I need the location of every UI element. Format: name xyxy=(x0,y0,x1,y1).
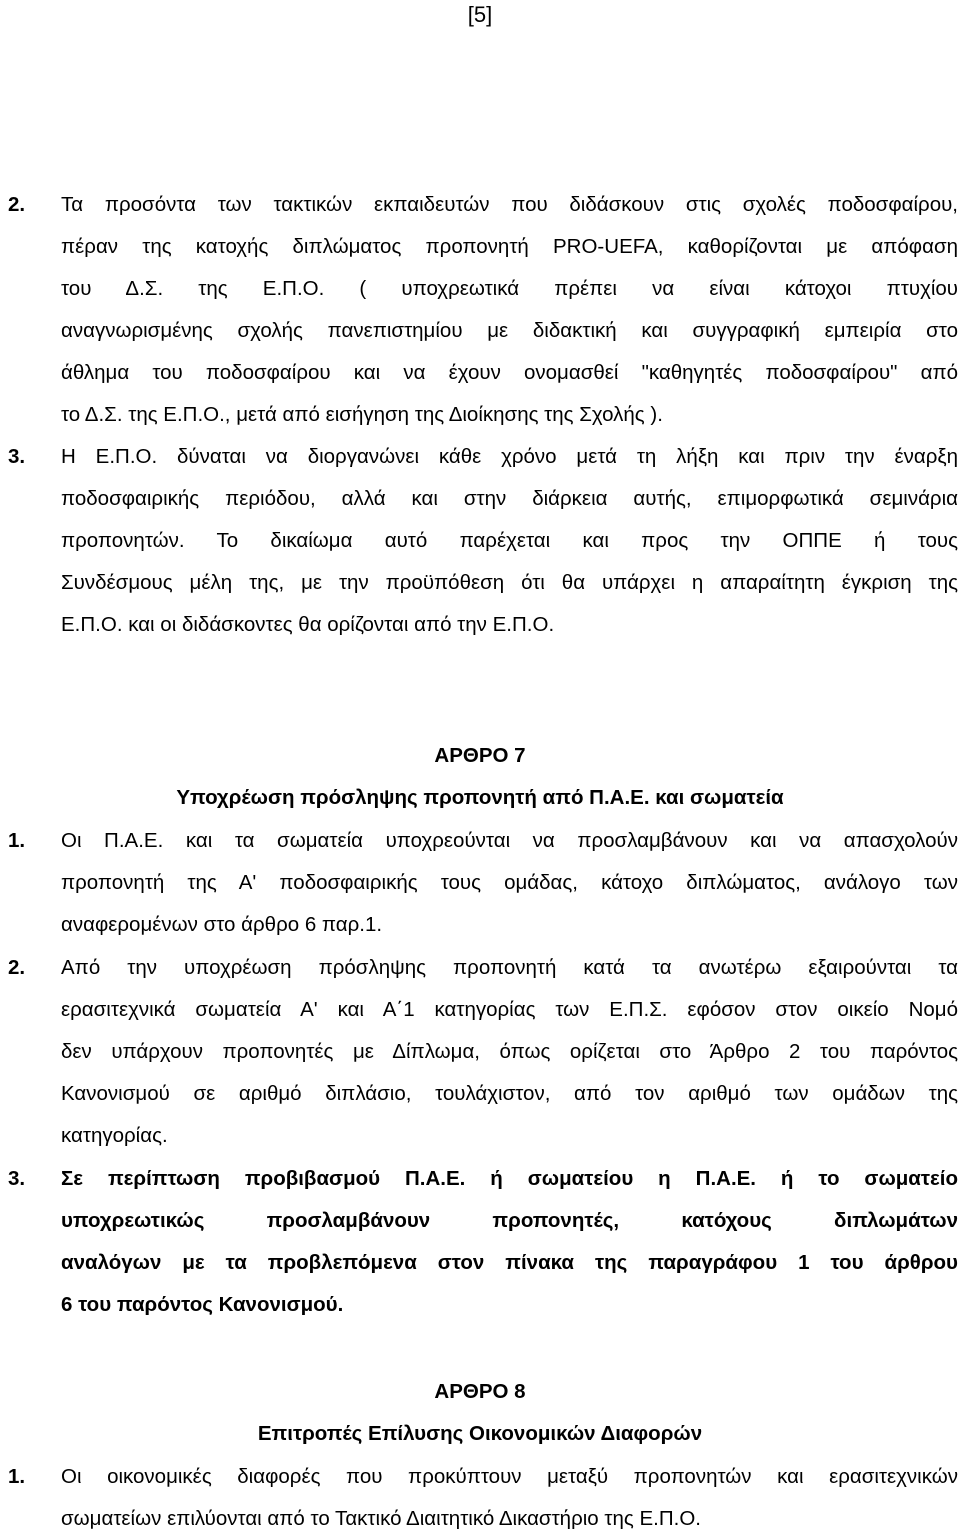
article-7-title: ΑΡΘΡΟ 7 xyxy=(434,744,526,767)
text-line: σωματείων επιλύονται από το Τακτικό Διαιτητικό Δικαστήριο της Ε.Π.Ο. xyxy=(61,1507,701,1530)
paragraph-number: 1. xyxy=(8,829,26,852)
paragraph-number: 1. xyxy=(8,1465,26,1488)
text-line: υποχρεωτικώς προσλαμβάνουν προπονητές, κατόχους διπλωμάτων xyxy=(61,1209,958,1232)
page-number: [5] xyxy=(467,2,493,27)
text-line: 6 του παρόντος Κανονισμού. xyxy=(61,1293,344,1316)
text-line: του Δ.Σ. της Ε.Π.Ο. ( υποχρεωτικά πρέπει να είναι κάτοχοι πτυχίου xyxy=(61,277,958,300)
paragraph-text xyxy=(61,947,958,1157)
paragraph-text xyxy=(61,184,958,436)
article-7-subtitle: Υποχρέωση πρόσληψης προπονητή από Π.Α.Ε. και σωματεία xyxy=(176,786,784,809)
text-line: Κανονισμού σε αριθμό διπλάσιο, τουλάχιστον, από τον αριθμό των ομάδων της xyxy=(61,1082,958,1105)
article-8-subtitle: Επιτροπές Επίλυσης Οικονομικών Διαφορών xyxy=(257,1422,703,1445)
paragraph-text xyxy=(61,1158,958,1326)
text-line: το Δ.Σ. της Ε.Π.Ο., μετά από εισήγηση της Διοίκησης της Σχολής ). xyxy=(61,403,663,426)
text-line: δεν υπάρχουν προπονητές με Δίπλωμα, όπως ορίζεται στο Άρθρο 2 του παρόντος xyxy=(61,1040,958,1063)
text-line: άθλημα του ποδοσφαίρου και να έχουν ονομασθεί "καθηγητές ποδοσφαίρου" από xyxy=(61,361,958,384)
article-8-title: ΑΡΘΡΟ 8 xyxy=(434,1380,526,1403)
paragraph-text xyxy=(61,820,958,946)
text-line: Σε περίπτωση προβιβασμού Π.Α.Ε. ή σωματείου η Π.Α.Ε. ή το σωματείο xyxy=(61,1167,958,1190)
text-line: προπονητών. Το δικαίωμα αυτό παρέχεται και προς την ΟΠΠΕ ή τους xyxy=(61,529,958,552)
text-line: αναφερομένων στο άρθρο 6 παρ.1. xyxy=(61,913,383,936)
text-line: Η Ε.Π.Ο. δύναται να διοργανώνει κάθε χρόνο μετά τη λήξη και πριν την έναρξη xyxy=(61,445,958,468)
text-line: ποδοσφαιρικής περιόδου, αλλά και στην διάρκεια αυτής, επιμορφωτικά σεμινάρια xyxy=(61,487,958,510)
text-line: Ε.Π.Ο. και οι διδάσκοντες θα ορίζονται από την Ε.Π.Ο. xyxy=(61,613,555,636)
text-line: αναλόγων με τα προβλεπόμενα στον πίνακα της παραγράφου 1 του άρθρου xyxy=(61,1251,958,1274)
text-line: Οι οικονομικές διαφορές που προκύπτουν μεταξύ προπονητών και ερασιτεχνικών xyxy=(61,1465,958,1488)
text-line: πέραν της κατοχής διπλώματος προπονητή PRO-UEFA, καθορίζονται με απόφαση xyxy=(61,235,958,258)
text-line: αναγνωρισμένης σχολής πανεπιστημίου με διδακτική και συγγραφική εμπειρία στο xyxy=(61,319,958,342)
paragraph-text xyxy=(61,436,958,646)
text-line: κατηγορίας. xyxy=(61,1124,168,1147)
text-line: Συνδέσμους μέλη της, με την προϋπόθεση ότι θα υπάρχει η απαραίτητη έγκριση της xyxy=(61,571,958,594)
text-line: Οι Π.Α.Ε. και τα σωματεία υποχρεούνται να προσλαμβάνουν και να απασχολούν xyxy=(61,829,958,852)
text-line: Τα προσόντα των τακτικών εκπαιδευτών που διδάσκουν στις σχολές ποδοσφαίρου, xyxy=(61,193,958,216)
paragraph-number: 3. xyxy=(8,1167,26,1190)
paragraph-number: 2. xyxy=(8,956,26,979)
paragraph-text xyxy=(61,1456,958,1540)
paragraph-number: 3. xyxy=(8,445,26,468)
text-line: Από την υποχρέωση πρόσληψης προπονητή κατά τα ανωτέρω εξαιρούνται τα xyxy=(61,956,958,979)
paragraph-number: 2. xyxy=(8,193,26,216)
text-line: ερασιτεχνικά σωματεία Α' και Α΄1 κατηγορίας των Ε.Π.Σ. εφόσον στον οικείο Νομό xyxy=(61,998,958,1021)
text-line: προπονητή της Α' ποδοσφαιρικής τους ομάδας, κάτοχο διπλώματος, ανάλογο των xyxy=(61,871,958,894)
